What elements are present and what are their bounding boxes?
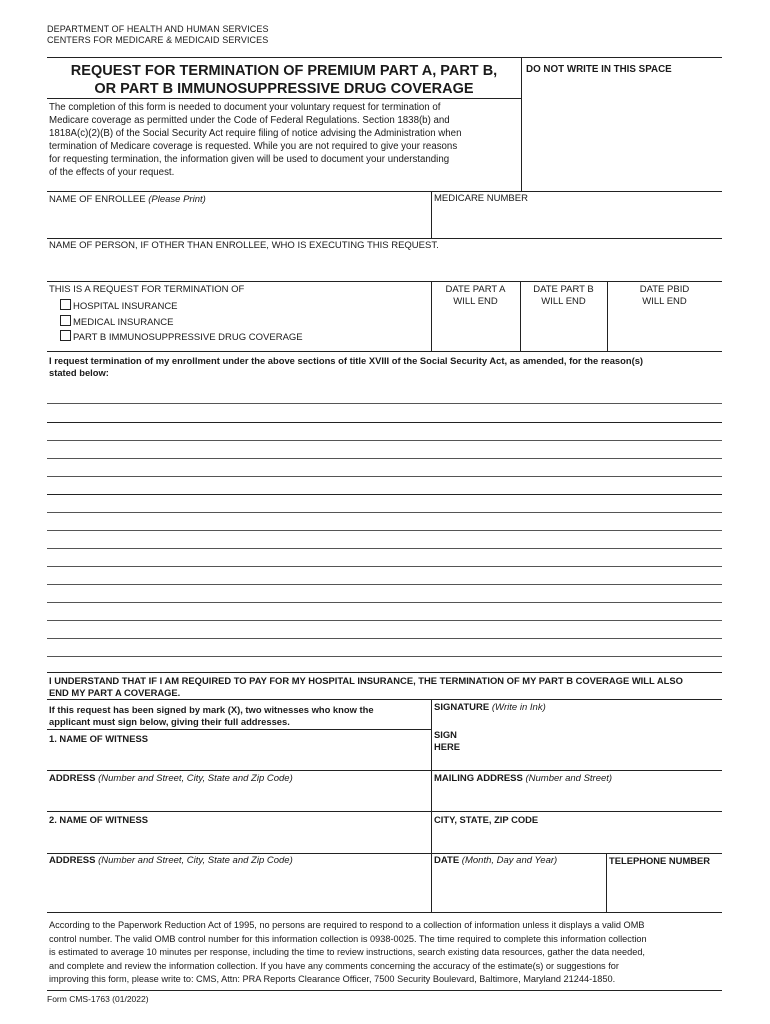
witness2-row-rule <box>47 811 722 812</box>
reason-line[interactable] <box>47 403 722 404</box>
intro-paragraph <box>49 101 519 179</box>
witness-2-address-label: ADDRESS <box>49 855 96 866</box>
witness-1-name-field[interactable]: 1. NAME OF WITNESS <box>49 733 148 744</box>
date-part-a-label: DATE PART A <box>445 284 506 295</box>
witness-2-name-field[interactable]: 2. NAME OF WITNESS <box>49 814 148 825</box>
date-pbid-label: DATE PBID <box>639 284 690 295</box>
title-line-2: OR PART B IMMUNOSUPPRESSIVE DRUG COVERAGE <box>94 81 474 97</box>
sign-label: SIGN <box>434 729 457 740</box>
intro-line: of the effects of your request. <box>49 167 175 178</box>
intro-line: Medicare coverage as permitted under the Code of Federal Regulations. Section 1838(b) and <box>49 115 450 126</box>
telephone-number-field[interactable]: TELEPHONE NUMBER <box>609 855 711 866</box>
immunosuppressive-option[interactable] <box>60 330 303 343</box>
understand-line-1: I UNDERSTAND THAT IF I AM REQUIRED TO PAY FOR MY HOSPITAL INSURANCE, THE TERMINATION OF MY PART B COVERAGE WILL ALSO <box>49 675 683 686</box>
paperwork-line: and complete and review the information collection. If you have any comments concerning the accuracy of the estimate(s) or suggestions for <box>49 960 619 971</box>
medical-insurance-checkbox[interactable] <box>60 315 71 326</box>
form-title <box>47 62 521 98</box>
witness-2-address-hint: (Number and Street, City, State and Zip Code) <box>98 855 293 866</box>
witness-2-address-field[interactable] <box>49 855 293 866</box>
witness-note-line-1: If this request has been signed by mark (X), two witnesses who know the <box>49 704 374 715</box>
reason-line[interactable] <box>47 476 722 477</box>
immunosuppressive-checkbox[interactable] <box>60 330 71 341</box>
reason-line[interactable] <box>47 458 722 459</box>
termination-top-rule <box>47 281 722 282</box>
form-number: Form CMS-1763 (01/2022) <box>47 994 149 1004</box>
admin-box-divider <box>521 57 522 191</box>
intro-line: termination of Medicare coverage is requested. While you are not required to give your reasons <box>49 141 458 152</box>
paperwork-line: According to the Paperwork Reduction Act of 1995, no persons are required to respond to a collection of information unless it displays a valid OMB <box>49 920 645 930</box>
reason-line[interactable] <box>47 494 722 495</box>
mailing-address-field[interactable] <box>434 773 612 784</box>
department-line: DEPARTMENT OF HEALTH AND HUMAN SERVICES <box>47 24 269 34</box>
signature-label: SIGNATURE <box>434 702 490 713</box>
reason-line[interactable] <box>47 602 722 603</box>
request-line-1: I request termination of my enrollment under the above sections of title XVIII of the Social Security Act, as amended, for the reason(s) <box>49 355 644 366</box>
understand-line-2: END MY PART A COVERAGE. <box>49 687 181 698</box>
date-part-a-label-2: WILL END <box>453 296 498 307</box>
paperwork-line: control number. The valid OMB control number for this information collection is 0938-0025. The time required to complete this information collection <box>49 933 647 944</box>
signature-top-rule <box>47 699 722 700</box>
here-label: HERE <box>434 741 461 752</box>
intro-line: The completion of this form is needed to document your voluntary request for termination of <box>49 102 441 113</box>
mailing-address-hint: (Number and Street) <box>525 773 613 784</box>
enrollee-name-field[interactable] <box>49 194 206 205</box>
reason-line[interactable] <box>47 530 722 531</box>
signature-field[interactable] <box>434 702 546 713</box>
signature-divider <box>431 699 432 912</box>
reason-line[interactable] <box>47 656 722 657</box>
enrollee-top-rule <box>47 191 722 192</box>
date-part-b-field[interactable] <box>520 284 607 308</box>
address-row-rule <box>47 770 722 771</box>
witness-note <box>49 704 374 728</box>
paperwork-line: improving this form, please write to: CMS, Attn: PRA Reports Clearance Officer, 7500 Security Boulevard, Baltimore, Maryland 21244-1850. <box>49 974 616 985</box>
paperwork-line: is estimated to average 10 minutes per response, including the time to review instructions, search existing data resources, gather the data needed, <box>49 947 645 958</box>
signature-bottom-rule <box>47 912 722 913</box>
date-part-a-field[interactable] <box>431 284 520 308</box>
signature-hint: (Write in Ink) <box>491 702 546 713</box>
witness1-top-rule <box>47 729 431 730</box>
reason-line[interactable] <box>47 548 722 549</box>
do-not-write-label: DO NOT WRITE IN THIS SPACE <box>526 64 672 75</box>
request-statement <box>49 355 643 379</box>
date-signed-hint: (Month, Day and Year) <box>461 855 558 866</box>
understand-top-rule <box>47 672 722 673</box>
medical-insurance-option[interactable] <box>60 315 173 328</box>
witness-1-address-label: ADDRESS <box>49 773 96 784</box>
mailing-address-label: MAILING ADDRESS <box>434 773 523 784</box>
reason-line[interactable] <box>47 512 722 513</box>
person-executing-field[interactable]: NAME OF PERSON, IF OTHER THAN ENROLLEE, WHO IS EXECUTING THIS REQUEST. <box>49 240 439 251</box>
medicare-divider <box>431 191 432 238</box>
reason-line[interactable] <box>47 584 722 585</box>
sign-here-marker <box>434 729 460 753</box>
witness-1-address-field[interactable] <box>49 773 293 784</box>
telephone-divider <box>606 853 607 912</box>
witness-1-address-hint: (Number and Street, City, State and Zip Code) <box>98 773 293 784</box>
reason-line[interactable] <box>47 422 722 423</box>
person-top-rule <box>47 238 722 239</box>
enrollee-name-hint: (Please Print) <box>148 194 206 205</box>
termination-heading: THIS IS A REQUEST FOR TERMINATION OF <box>49 284 245 295</box>
reason-line[interactable] <box>47 440 722 441</box>
request-top-rule <box>47 351 722 352</box>
witness-note-line-2: applicant must sign below, giving their full addresses. <box>49 716 290 727</box>
reason-line[interactable] <box>47 566 722 567</box>
reason-line[interactable] <box>47 620 722 621</box>
date-part-b-label-2: WILL END <box>541 296 586 307</box>
date-part-b-label: DATE PART B <box>533 284 594 295</box>
hospital-insurance-label: HOSPITAL INSURANCE <box>73 301 178 312</box>
agency-line: CENTERS FOR MEDICARE & MEDICAID SERVICES <box>47 35 269 45</box>
paperwork-notice <box>49 919 721 987</box>
intro-line: 1818A(c)(2)(B) of the Social Security Act require filing of notice advising the Administration when <box>49 128 462 139</box>
medical-insurance-label: MEDICAL INSURANCE <box>73 317 174 328</box>
understand-statement <box>49 675 683 699</box>
date-row-rule <box>47 853 722 854</box>
medicare-number-field[interactable]: MEDICARE NUMBER <box>434 193 528 204</box>
enrollee-name-label: NAME OF ENROLLEE <box>49 194 146 205</box>
footer-rule <box>47 990 722 991</box>
reason-line[interactable] <box>47 638 722 639</box>
city-state-zip-field[interactable]: CITY, STATE, ZIP CODE <box>434 814 539 825</box>
request-line-2: stated below: <box>49 367 109 378</box>
immunosuppressive-label: PART B IMMUNOSUPPRESSIVE DRUG COVERAGE <box>73 332 303 343</box>
title-underline <box>47 98 521 99</box>
date-pbid-field[interactable] <box>607 284 722 308</box>
date-pbid-label-2: WILL END <box>642 296 687 307</box>
hospital-insurance-option[interactable] <box>60 299 178 312</box>
hospital-insurance-checkbox[interactable] <box>60 299 71 310</box>
date-signed-label: DATE <box>434 855 460 866</box>
intro-line: for requesting termination, the information given will be used to document your understanding <box>49 154 450 165</box>
date-signed-field[interactable] <box>434 855 557 866</box>
title-line-1: REQUEST FOR TERMINATION OF PREMIUM PART A, PART B, <box>70 63 498 79</box>
top-rule <box>47 57 722 58</box>
